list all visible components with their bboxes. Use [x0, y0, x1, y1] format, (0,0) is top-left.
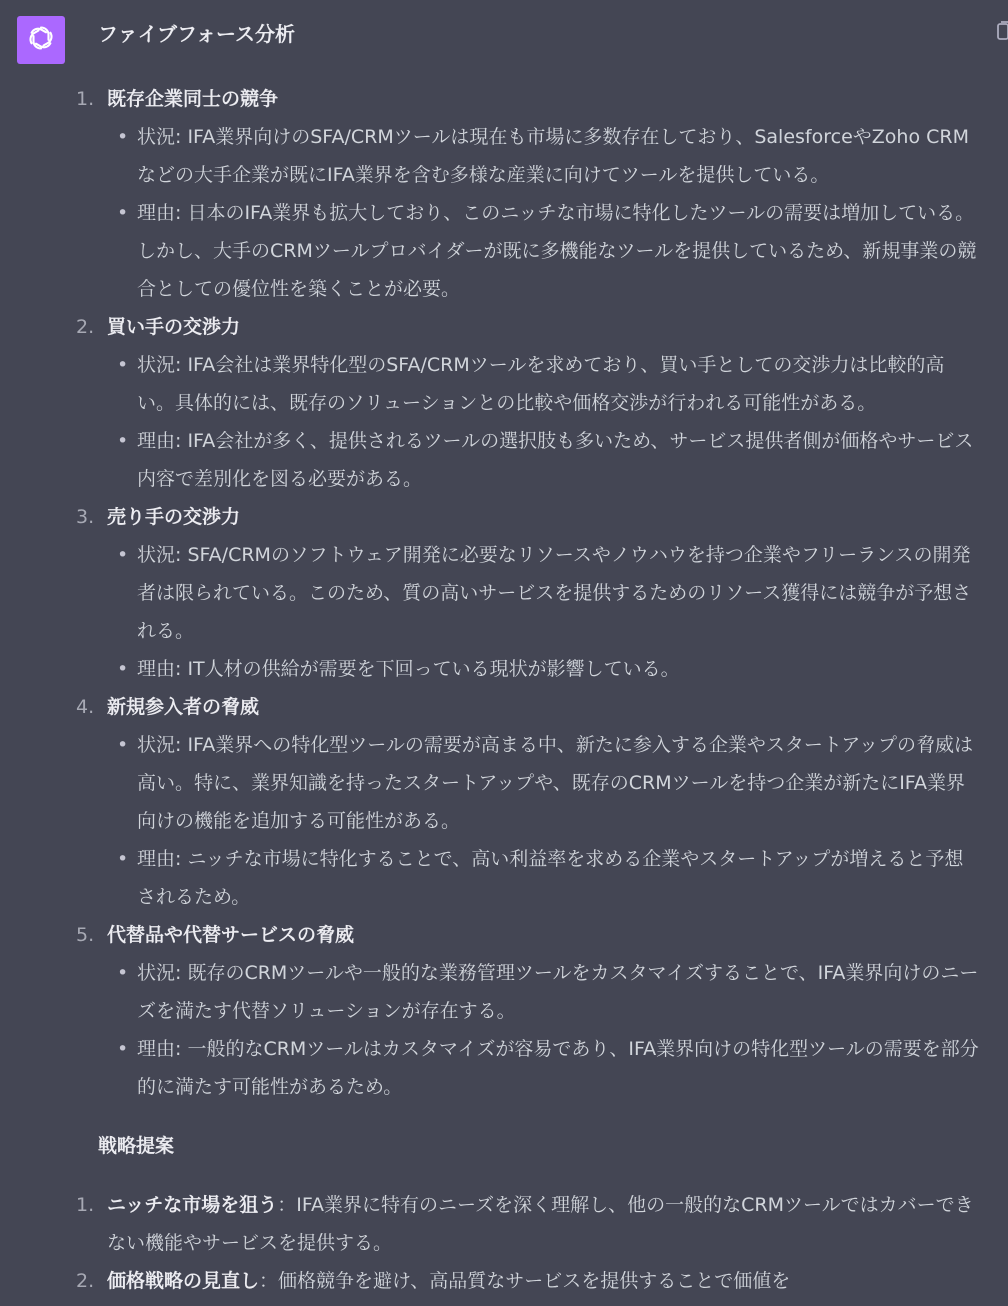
five-forces-list	[76, 80, 981, 1106]
force-bullets	[107, 726, 981, 916]
strategy-text: IFA業界に特有のニーズを深く理解し、他の一般的なCRMツールではカバーできない機能やサービスを提供する。	[107, 1194, 974, 1254]
force-bullet-text: 理由: 一般的なCRMツールはカスタマイズが容易であり、IFA業界向けの特化型ツールの需要を部分的に満たす可能性があるため。	[137, 1038, 979, 1098]
strategy-heading: 価格戦略の見直し	[107, 1270, 260, 1292]
strategy-separator: ：	[259, 1270, 279, 1292]
force-bullet-text: 状況: IFA会社は業界特化型のSFA/CRMツールを求めており、買い手としての交渉力は比較的高い。具体的には、既存のソリューションとの比較や価格交渉が行われる可能性がある。	[137, 354, 945, 414]
list-item	[117, 194, 981, 308]
force-item-1	[76, 80, 981, 308]
bullet-icon: •	[117, 1038, 129, 1060]
strategy-separator: ：	[277, 1194, 297, 1216]
force-item-2	[76, 308, 981, 498]
force-title: 買い手の交渉力	[107, 316, 241, 338]
strategy-item-2	[76, 1262, 981, 1300]
list-item	[117, 346, 981, 422]
force-bullets	[107, 346, 981, 498]
list-item	[117, 650, 981, 688]
force-bullet-text: 状況: IFA業界への特化型ツールの需要が高まる中、新たに参入する企業やスタートアップの脅威は高い。特に、業界知識を持ったスタートアップや、既存のCRMツールを持つ企業が新たにIFA業界向けの機能を追加する可能性がある。	[137, 734, 973, 832]
message-content	[76, 80, 981, 1300]
list-item	[117, 840, 981, 916]
force-bullets	[107, 954, 981, 1106]
force-bullet-text: 理由: IT人材の供給が需要を下回っている現状が影響している。	[137, 658, 680, 680]
strategy-item-1	[76, 1186, 981, 1262]
list-item	[117, 118, 981, 194]
force-bullets	[107, 118, 981, 308]
bullet-icon: •	[117, 658, 129, 680]
bullet-icon: •	[117, 848, 129, 870]
force-bullet-text: 状況: SFA/CRMのソフトウェア開発に必要なリソースやノウハウを持つ企業やフリーランスの開発者は限られている。このため、質の高いサービスを提供するためのリソース獲得には競争が予想される。	[137, 544, 972, 642]
list-number: 2.	[76, 1270, 95, 1292]
bullet-icon: •	[117, 962, 129, 984]
list-number: 3.	[76, 506, 95, 528]
list-item	[117, 726, 981, 840]
force-item-3	[76, 498, 981, 688]
list-number: 2.	[76, 316, 95, 338]
list-number: 1.	[76, 1194, 95, 1216]
list-number: 5.	[76, 924, 95, 946]
force-title: 新規参入者の脅威	[107, 696, 260, 718]
force-item-5	[76, 916, 981, 1106]
force-item-4	[76, 688, 981, 916]
list-item	[117, 954, 981, 1030]
force-bullet-text: 理由: ニッチな市場に特化することで、高い利益率を求める企業やスタートアップが増えると予想されるため。	[137, 848, 964, 908]
force-title: 既存企業同士の競争	[107, 88, 279, 110]
assistant-avatar	[17, 16, 65, 64]
strategy-title: 戦略提案	[98, 1135, 175, 1157]
force-bullets	[107, 536, 981, 688]
force-bullet-text: 理由: IFA会社が多く、提供されるツールの選択肢も多いため、サービス提供者側が価格やサービス内容で差別化を図る必要がある。	[137, 430, 974, 490]
force-bullet-text: 状況: IFA業界向けのSFA/CRMツールは現在も市場に多数存在しており、SalesforceやZoho CRMなどの大手企業が既にIFA業界を含む多様な産業に向けてツールを提供している。	[137, 126, 969, 186]
message-title: ファイブフォース分析	[98, 22, 295, 46]
list-item	[117, 1030, 981, 1106]
list-number: 4.	[76, 696, 95, 718]
strategy-heading: ニッチな市場を狙う	[107, 1194, 278, 1216]
copy-icon[interactable]	[996, 20, 1008, 42]
bullet-icon: •	[117, 354, 129, 376]
force-bullet-text: 状況: 既存のCRMツールや一般的な業務管理ツールをカスタマイズすることで、IFA業界向けのニーズを満たす代替ソリューションが存在する。	[137, 962, 979, 1022]
force-title: 売り手の交渉力	[107, 506, 241, 528]
bullet-icon: •	[117, 126, 129, 148]
force-bullet-text: 理由: 日本のIFA業界も拡大しており、このニッチな市場に特化したツールの需要は増加している。しかし、大手のCRMツールプロバイダーが既に多機能なツールを提供しているため、新規事業の競合としての優位性を築くことが必要。	[137, 202, 977, 300]
bullet-icon: •	[117, 430, 129, 452]
openai-logo-icon	[26, 23, 56, 57]
list-item	[117, 422, 981, 498]
bullet-icon: •	[117, 734, 129, 756]
strategy-text: 価格競争を避け、高品質なサービスを提供することで価値を	[278, 1270, 791, 1292]
list-number: 1.	[76, 88, 95, 110]
list-item	[117, 536, 981, 650]
force-title: 代替品や代替サービスの脅威	[107, 924, 355, 946]
strategy-list	[76, 1186, 981, 1300]
bullet-icon: •	[117, 202, 129, 224]
bullet-icon: •	[117, 544, 129, 566]
